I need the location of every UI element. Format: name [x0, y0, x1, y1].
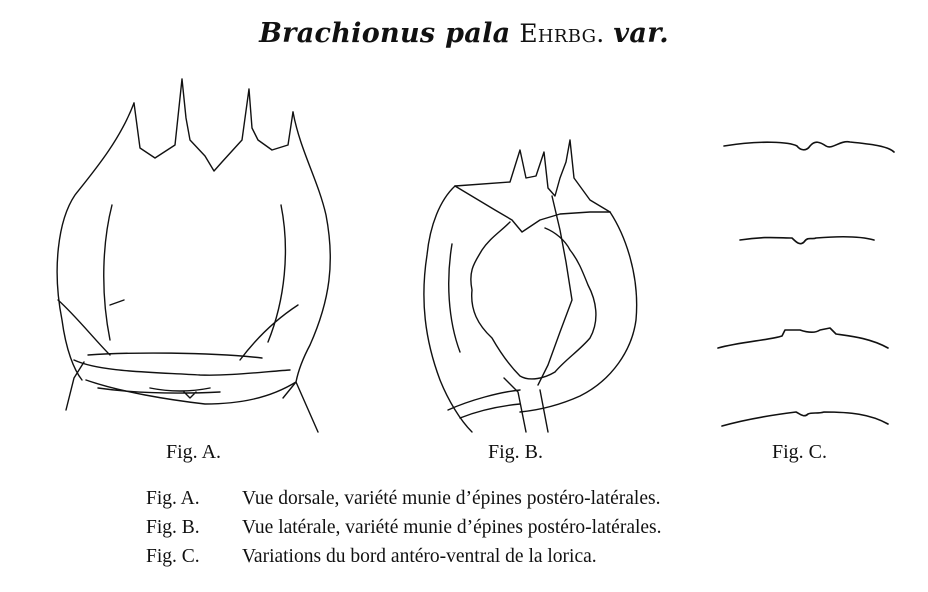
title-species: Brachionus pala — [259, 18, 511, 49]
fig-b-left-inner — [449, 244, 460, 352]
fig-b-inner-wavy — [471, 222, 596, 379]
fig-a-lorica-outline-right — [283, 112, 330, 432]
figure-b-label: Fig. B. — [488, 441, 544, 463]
fig-a-lateral-shoulder-left — [58, 300, 110, 355]
fig-a-anterior-margin — [134, 79, 293, 171]
figure-b-drawing — [424, 140, 637, 432]
fig-a-band-lower — [74, 360, 290, 375]
fig-a-band-base — [86, 380, 296, 404]
caption-c — [146, 546, 597, 568]
fig-b-top-edge — [455, 140, 610, 212]
caption-b-text: Vue latérale, variété munie d’épines postéro-latérales. — [242, 517, 662, 538]
fig-a-lorica-outline — [57, 103, 134, 410]
title-author: Ehrbg. — [519, 19, 605, 48]
figure-a-label: Fig. A. — [166, 441, 222, 463]
figure-c-drawing — [718, 142, 894, 426]
fig-c-margin-3 — [718, 328, 888, 348]
fig-b-posterior-spine-b — [540, 390, 548, 432]
fig-c-margin-1 — [724, 142, 894, 152]
figure-a-drawing — [57, 79, 330, 432]
caption-a — [146, 488, 660, 510]
fig-a-inner-short — [110, 300, 124, 305]
fig-b-base — [448, 390, 520, 418]
fig-a-inner-left — [104, 205, 112, 340]
fig-b-lorica-outline-right — [520, 212, 637, 412]
fig-b-spine-ridge — [538, 196, 572, 385]
caption-b — [146, 517, 662, 539]
title-variety: var. — [613, 18, 669, 49]
caption-a-text: Vue dorsale, variété munie d’épines postéro-latérales. — [242, 488, 661, 509]
fig-a-lateral-shoulder-right — [240, 305, 298, 360]
fig-b-anterior-fold — [455, 186, 610, 232]
fig-b-lorica-outline — [424, 186, 472, 432]
caption-a-key: Fig. A. — [146, 488, 200, 509]
caption-b-key: Fig. B. — [146, 517, 200, 538]
fig-a-band-top — [88, 353, 262, 358]
fig-c-margin-4 — [722, 412, 888, 426]
caption-c-text: Variations du bord antéro-ventral de la lorica. — [242, 546, 597, 567]
figure-c-label: Fig. C. — [772, 441, 828, 463]
fig-c-margin-2 — [740, 237, 874, 244]
caption-c-key: Fig. C. — [146, 546, 200, 567]
